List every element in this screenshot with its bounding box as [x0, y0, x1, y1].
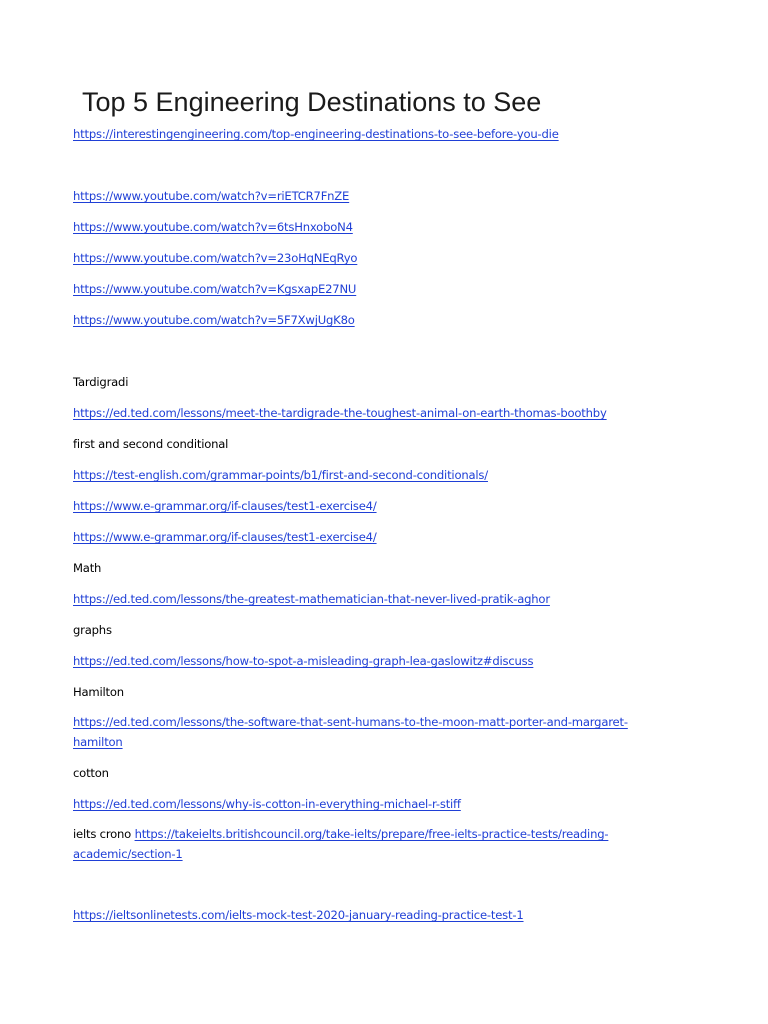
link-line-youtube-3	[73, 248, 357, 268]
link-ielts-reading-part-2[interactable]: academic/section-1	[73, 847, 183, 861]
link-line-cotton	[73, 794, 461, 814]
link-conditionals[interactable]: https://test-english.com/grammar-points/b1/first-and-second-conditionals/	[73, 468, 488, 482]
label-math: Math	[73, 561, 102, 575]
link-youtube-5[interactable]: https://www.youtube.com/watch?v=5F7XwjUgK8o	[73, 313, 355, 327]
link-tardigrade[interactable]: https://ed.ted.com/lessons/meet-the-tardigrade-the-toughest-animal-on-earth-thomas-boothby	[73, 406, 607, 420]
link-hamilton-part-2[interactable]: hamilton	[73, 735, 123, 749]
label-ielts-crono: ielts crono	[73, 827, 135, 841]
link-line-hamilton-1	[73, 712, 628, 732]
label-graphs: graphs	[73, 623, 112, 637]
ielts-crono-line	[73, 824, 608, 844]
link-line-youtube-2	[73, 217, 353, 237]
link-line-ielts-mock	[73, 905, 524, 925]
label-tardigradi: Tardigradi	[73, 375, 129, 389]
link-line-youtube-5	[73, 310, 355, 330]
link-line-hamilton-2	[73, 732, 123, 752]
label-hamilton: Hamilton	[73, 685, 124, 699]
link-line-egrammar-2	[73, 527, 377, 547]
link-math[interactable]: https://ed.ted.com/lessons/the-greatest-mathematician-that-never-lived-pratik-aghor	[73, 592, 550, 606]
link-youtube-4[interactable]: https://www.youtube.com/watch?v=KgsxapE27NU	[73, 282, 357, 296]
link-line-youtube-1	[73, 186, 349, 206]
link-ielts-mock-test[interactable]: https://ieltsonlinetests.com/ielts-mock-test-2020-january-reading-practice-test-1	[73, 908, 524, 922]
page-title: Top 5 Engineering Destinations to See	[82, 87, 542, 117]
link-ielts-reading-part-1[interactable]: https://takeielts.britishcouncil.org/take-ielts/prepare/free-ielts-practice-tests/reading-	[134, 827, 609, 841]
link-youtube-1[interactable]: https://www.youtube.com/watch?v=riETCR7FnZE	[73, 189, 350, 203]
link-line-conditionals	[73, 465, 488, 485]
link-egrammar-2[interactable]: https://www.e-grammar.org/if-clauses/test1-exercise4/	[73, 530, 377, 544]
link-graphs[interactable]: https://ed.ted.com/lessons/how-to-spot-a-misleading-graph-lea-gaslowitz#discuss	[73, 654, 534, 668]
link-line-youtube-4	[73, 279, 356, 299]
link-youtube-2[interactable]: https://www.youtube.com/watch?v=6tsHnxoboN4	[73, 220, 353, 234]
link-line-tardigrade	[73, 403, 607, 423]
link-cotton[interactable]: https://ed.ted.com/lessons/why-is-cotton-in-everything-michael-r-stiff	[73, 797, 461, 811]
link-line-graphs	[73, 651, 533, 671]
label-conditional: first and second conditional	[73, 437, 229, 451]
link-interesting-engineering[interactable]: https://interestingengineering.com/top-engineering-destinations-to-see-before-you-die	[73, 127, 559, 141]
label-cotton: cotton	[73, 766, 109, 780]
link-hamilton-part-1[interactable]: https://ed.ted.com/lessons/the-software-that-sent-humans-to-the-moon-matt-porter-and-margaret-	[73, 715, 628, 729]
link-line-egrammar-1	[73, 496, 377, 516]
link-egrammar-1[interactable]: https://www.e-grammar.org/if-clauses/test1-exercise4/	[73, 499, 377, 513]
link-line-ielts-2	[73, 844, 183, 864]
link-line-math	[73, 589, 550, 609]
link-line-interesting-engineering	[73, 124, 559, 144]
link-youtube-3[interactable]: https://www.youtube.com/watch?v=23oHqNEqRyo	[73, 251, 358, 265]
